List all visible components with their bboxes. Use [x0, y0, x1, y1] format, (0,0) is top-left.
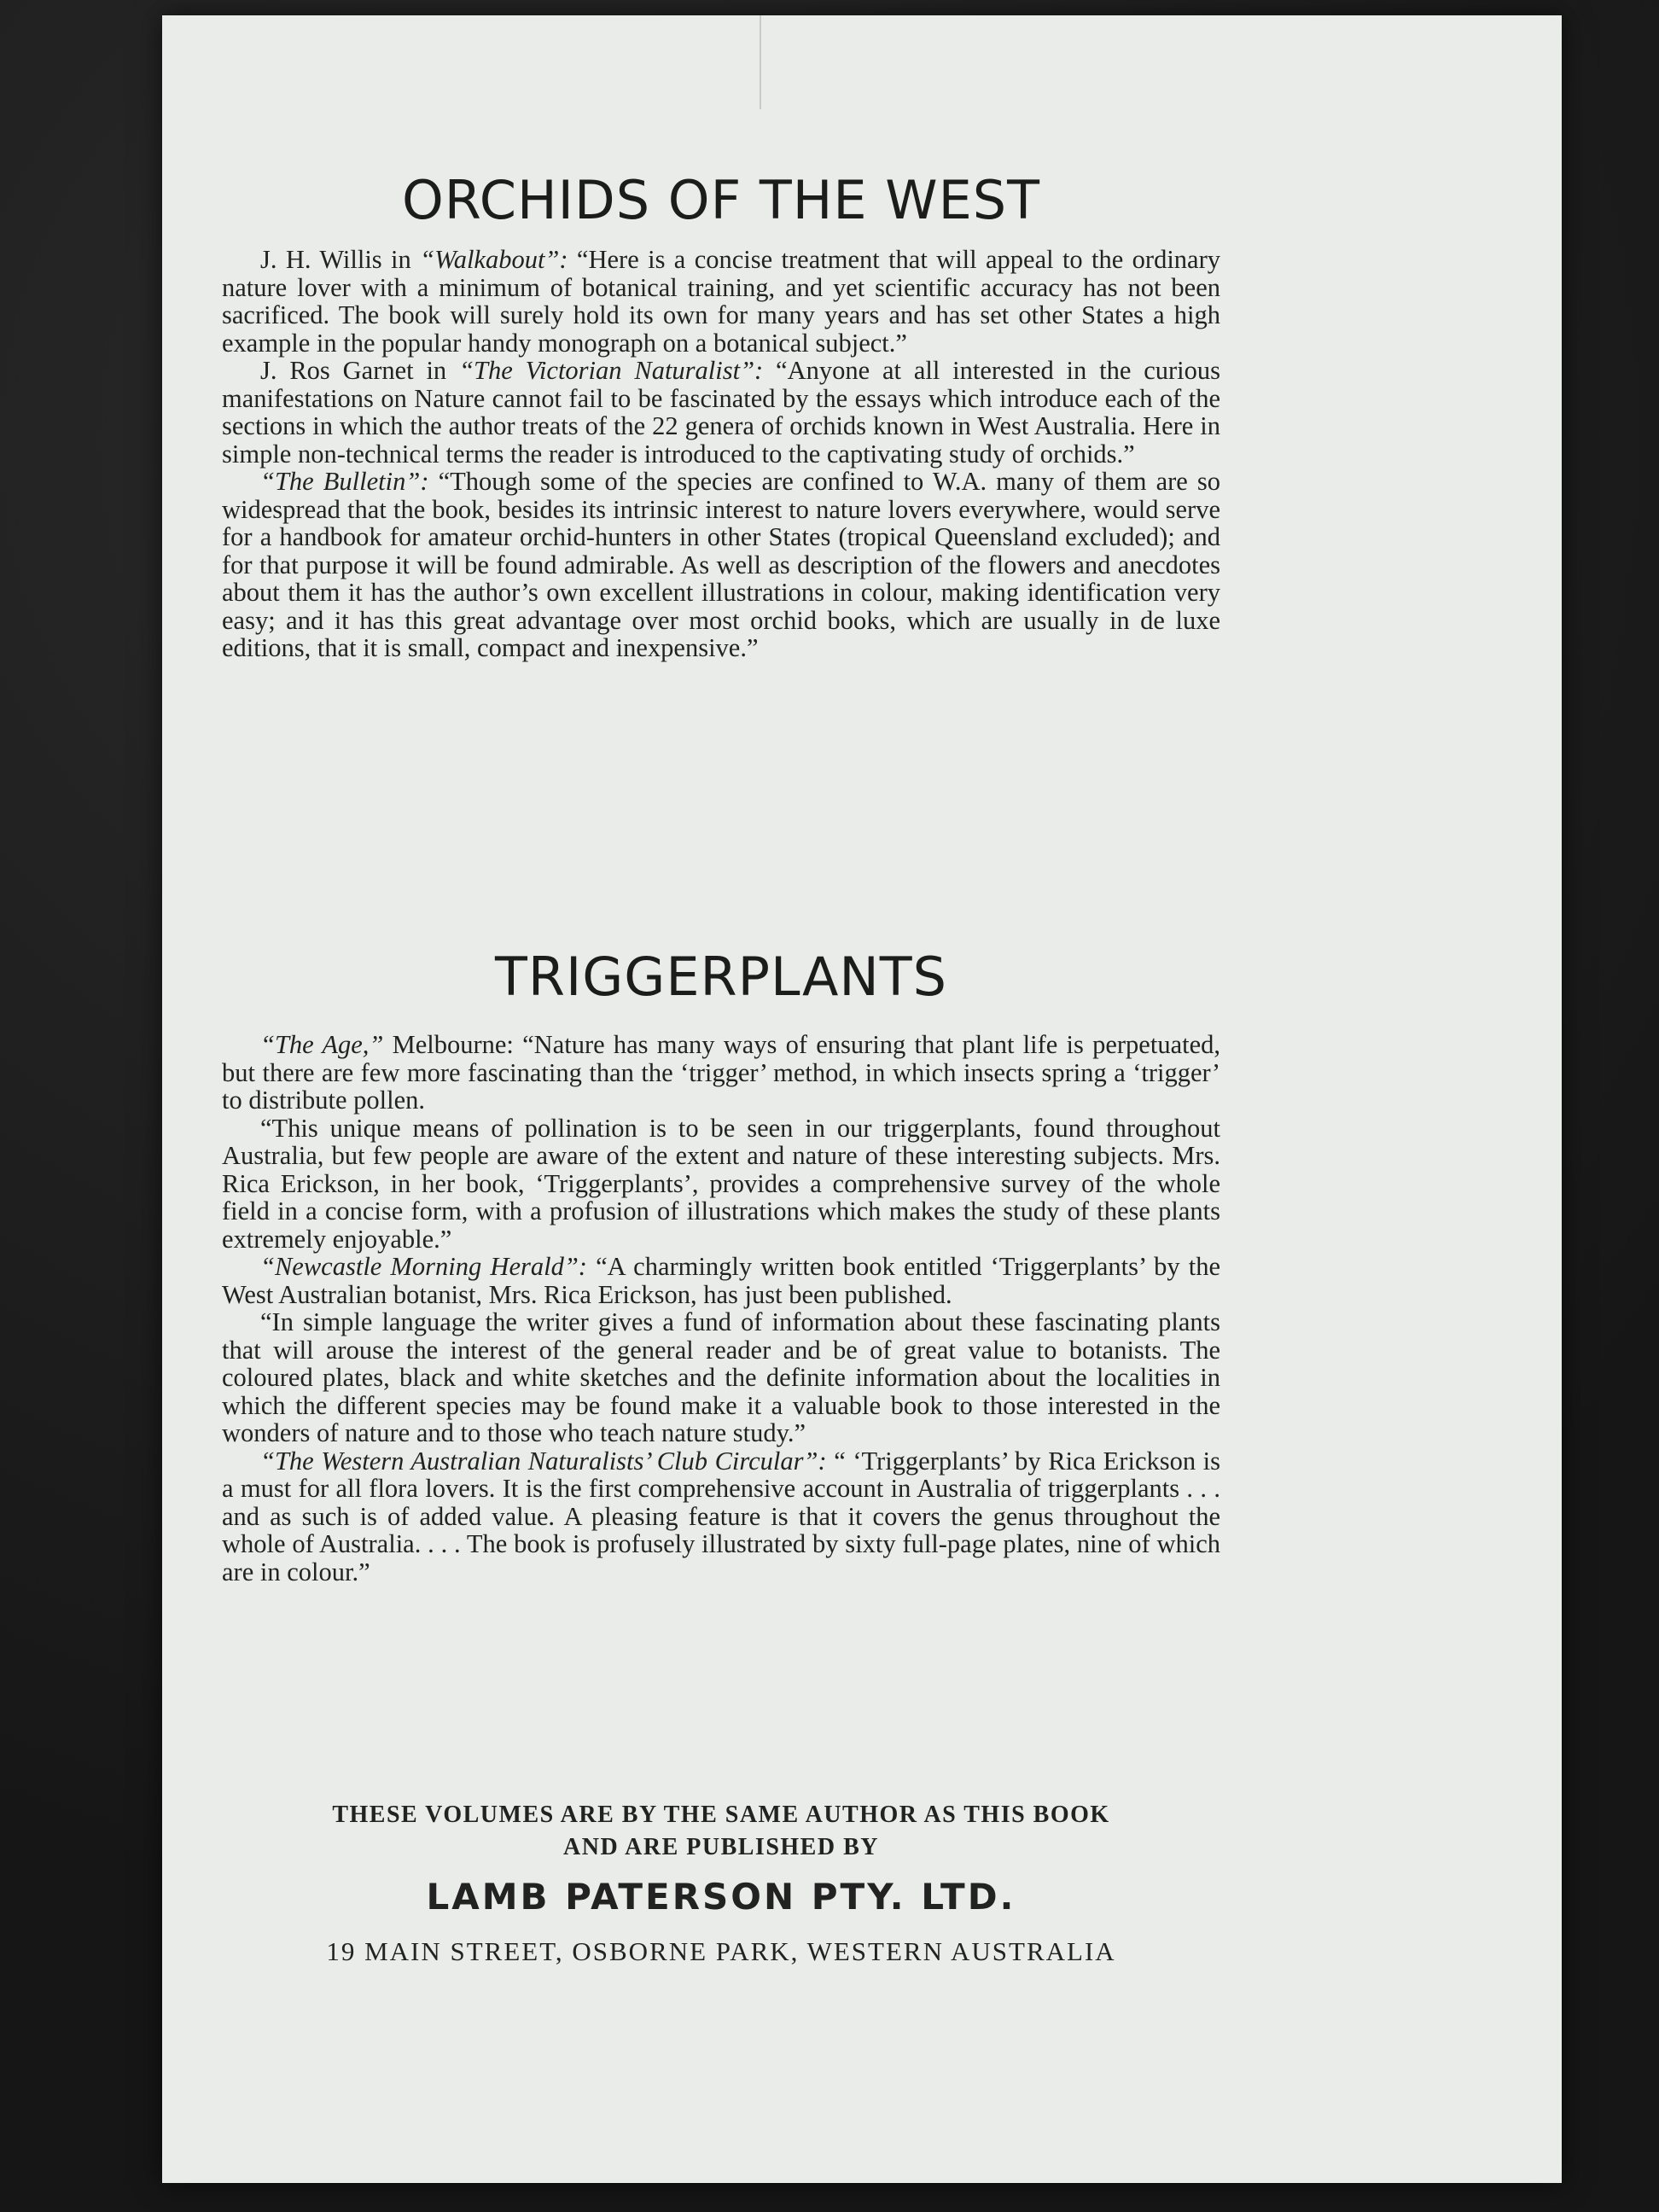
- review-source: “The Western Australian Naturalists’ Club Circular”:: [260, 1446, 827, 1476]
- publisher-footer: [222, 1799, 1220, 1967]
- triggerplants-title: TRIGGERPLANTS: [495, 946, 947, 1008]
- review-text: “In simple language the writer gives a fund of information about these fascinating plants that will arouse the interest of the general reader and be of great value to botanists. The coloured plates, black and white sketches and the definite information about the localities in which the different species may be found make it a valuable book to those interested in the wonders of nature and to those who teach nature study.”: [222, 1307, 1220, 1447]
- footer-line-1: THESE VOLUMES ARE BY THE SAME AUTHOR AS THIS BOOK: [332, 1802, 1110, 1828]
- review-paragraph: [222, 1115, 1220, 1254]
- review-source: “The Bulletin”:: [260, 467, 429, 496]
- review-text: “Here is a concise treatment that will appeal to the ordinary nature lover with a minimum of botanical training, and yet scientific accuracy has not been sacrificed. The book will surely hold its own for many years and has set other States a high example in the popular handy monograph on a botanical subject.”: [222, 245, 1220, 358]
- orchids-reviews: [222, 246, 1220, 662]
- publisher-name: LAMB PATERSON PTY. LTD.: [426, 1876, 1016, 1918]
- review-paragraph: [222, 246, 1220, 357]
- review-text: “A charmingly written book entitled ‘Triggerplants’ by the West Australian botanist, Mrs. Rica Erickson, has just been published.: [222, 1252, 1220, 1309]
- review-text: “This unique means of pollination is to be seen in our triggerplants, found throughout Australia, but few people are aware of the extent and nature of these interesting subjects. Mrs. Rica Erickson, in her book, ‘Triggerplants’, provides a comprehensive survey of the whole field in a concise form, with a profusion of illustrations which makes the study of these plants extremely enjoyable.”: [222, 1113, 1220, 1254]
- review-text: “ ‘Triggerplants’ by Rica Erickson is a must for all flora lovers. It is the first comprehensive account in Australia of triggerplants . . . and as such is of added value. A pleasing feature is that it covers the genus throughout the whole of Australia. . . . The book is profusely illustrated by sixty full-page plates, nine of which are in colour.”: [222, 1446, 1221, 1586]
- review-paragraph: [222, 1308, 1220, 1447]
- review-text: “Anyone at all interested in the curious manifestations on Nature cannot fail to be fascinated by the essays which introduce each of the sections in which the author treats of the 22 genera of orchids known in West Australia. Here in simple non-technical terms the reader is introduced to the captivating study of orchids.”: [222, 356, 1220, 469]
- text-column: [222, 15, 1220, 2183]
- orchids-title: ORCHIDS OF THE WEST: [401, 169, 1041, 231]
- review-source: “Newcastle Morning Herald”:: [260, 1252, 587, 1281]
- triggerplants-reviews: [222, 1031, 1220, 1586]
- review-paragraph: [222, 468, 1220, 662]
- review-paragraph: [222, 1031, 1220, 1115]
- footer-line-2: AND ARE PUBLISHED BY: [563, 1834, 879, 1860]
- review-paragraph: [222, 1447, 1220, 1586]
- review-text: “Though some of the species are confined to W.A. many of them are so widespread that the book, besides its intrinsic interest to nature lovers everywhere, would serve for a handbook for amateur orchid-hunters in other States (tropical Queensland excluded); and for that purpose it will be found admirable. As well as description of the flowers and anecdotes about them it has the author’s own excellent illustrations in colour, making identification very easy; and it has this great advantage over most orchid books, which are usually in de luxe editions, that it is small, compact and inexpensive.”: [222, 467, 1220, 662]
- review-text: Melbourne: “Nature has many ways of ensuring that plant life is perpetuated, but there are few more fascinating than the ‘trigger’ method, in which insects spring a ‘trigger’ to distribute pollen.: [222, 1030, 1220, 1115]
- review-paragraph: [222, 1253, 1220, 1308]
- review-source: “The Age,”: [260, 1030, 384, 1059]
- review-source: “Walkabout”:: [420, 245, 568, 274]
- review-paragraph: [222, 357, 1220, 468]
- publisher-address: 19 MAIN STREET, OSBORNE PARK, WESTERN AUSTRALIA: [326, 1936, 1116, 1966]
- review-attribution: J. Ros Garnet in: [260, 356, 460, 385]
- review-source: “The Victorian Naturalist”:: [459, 356, 764, 385]
- review-attribution: J. H. Willis in: [260, 245, 421, 274]
